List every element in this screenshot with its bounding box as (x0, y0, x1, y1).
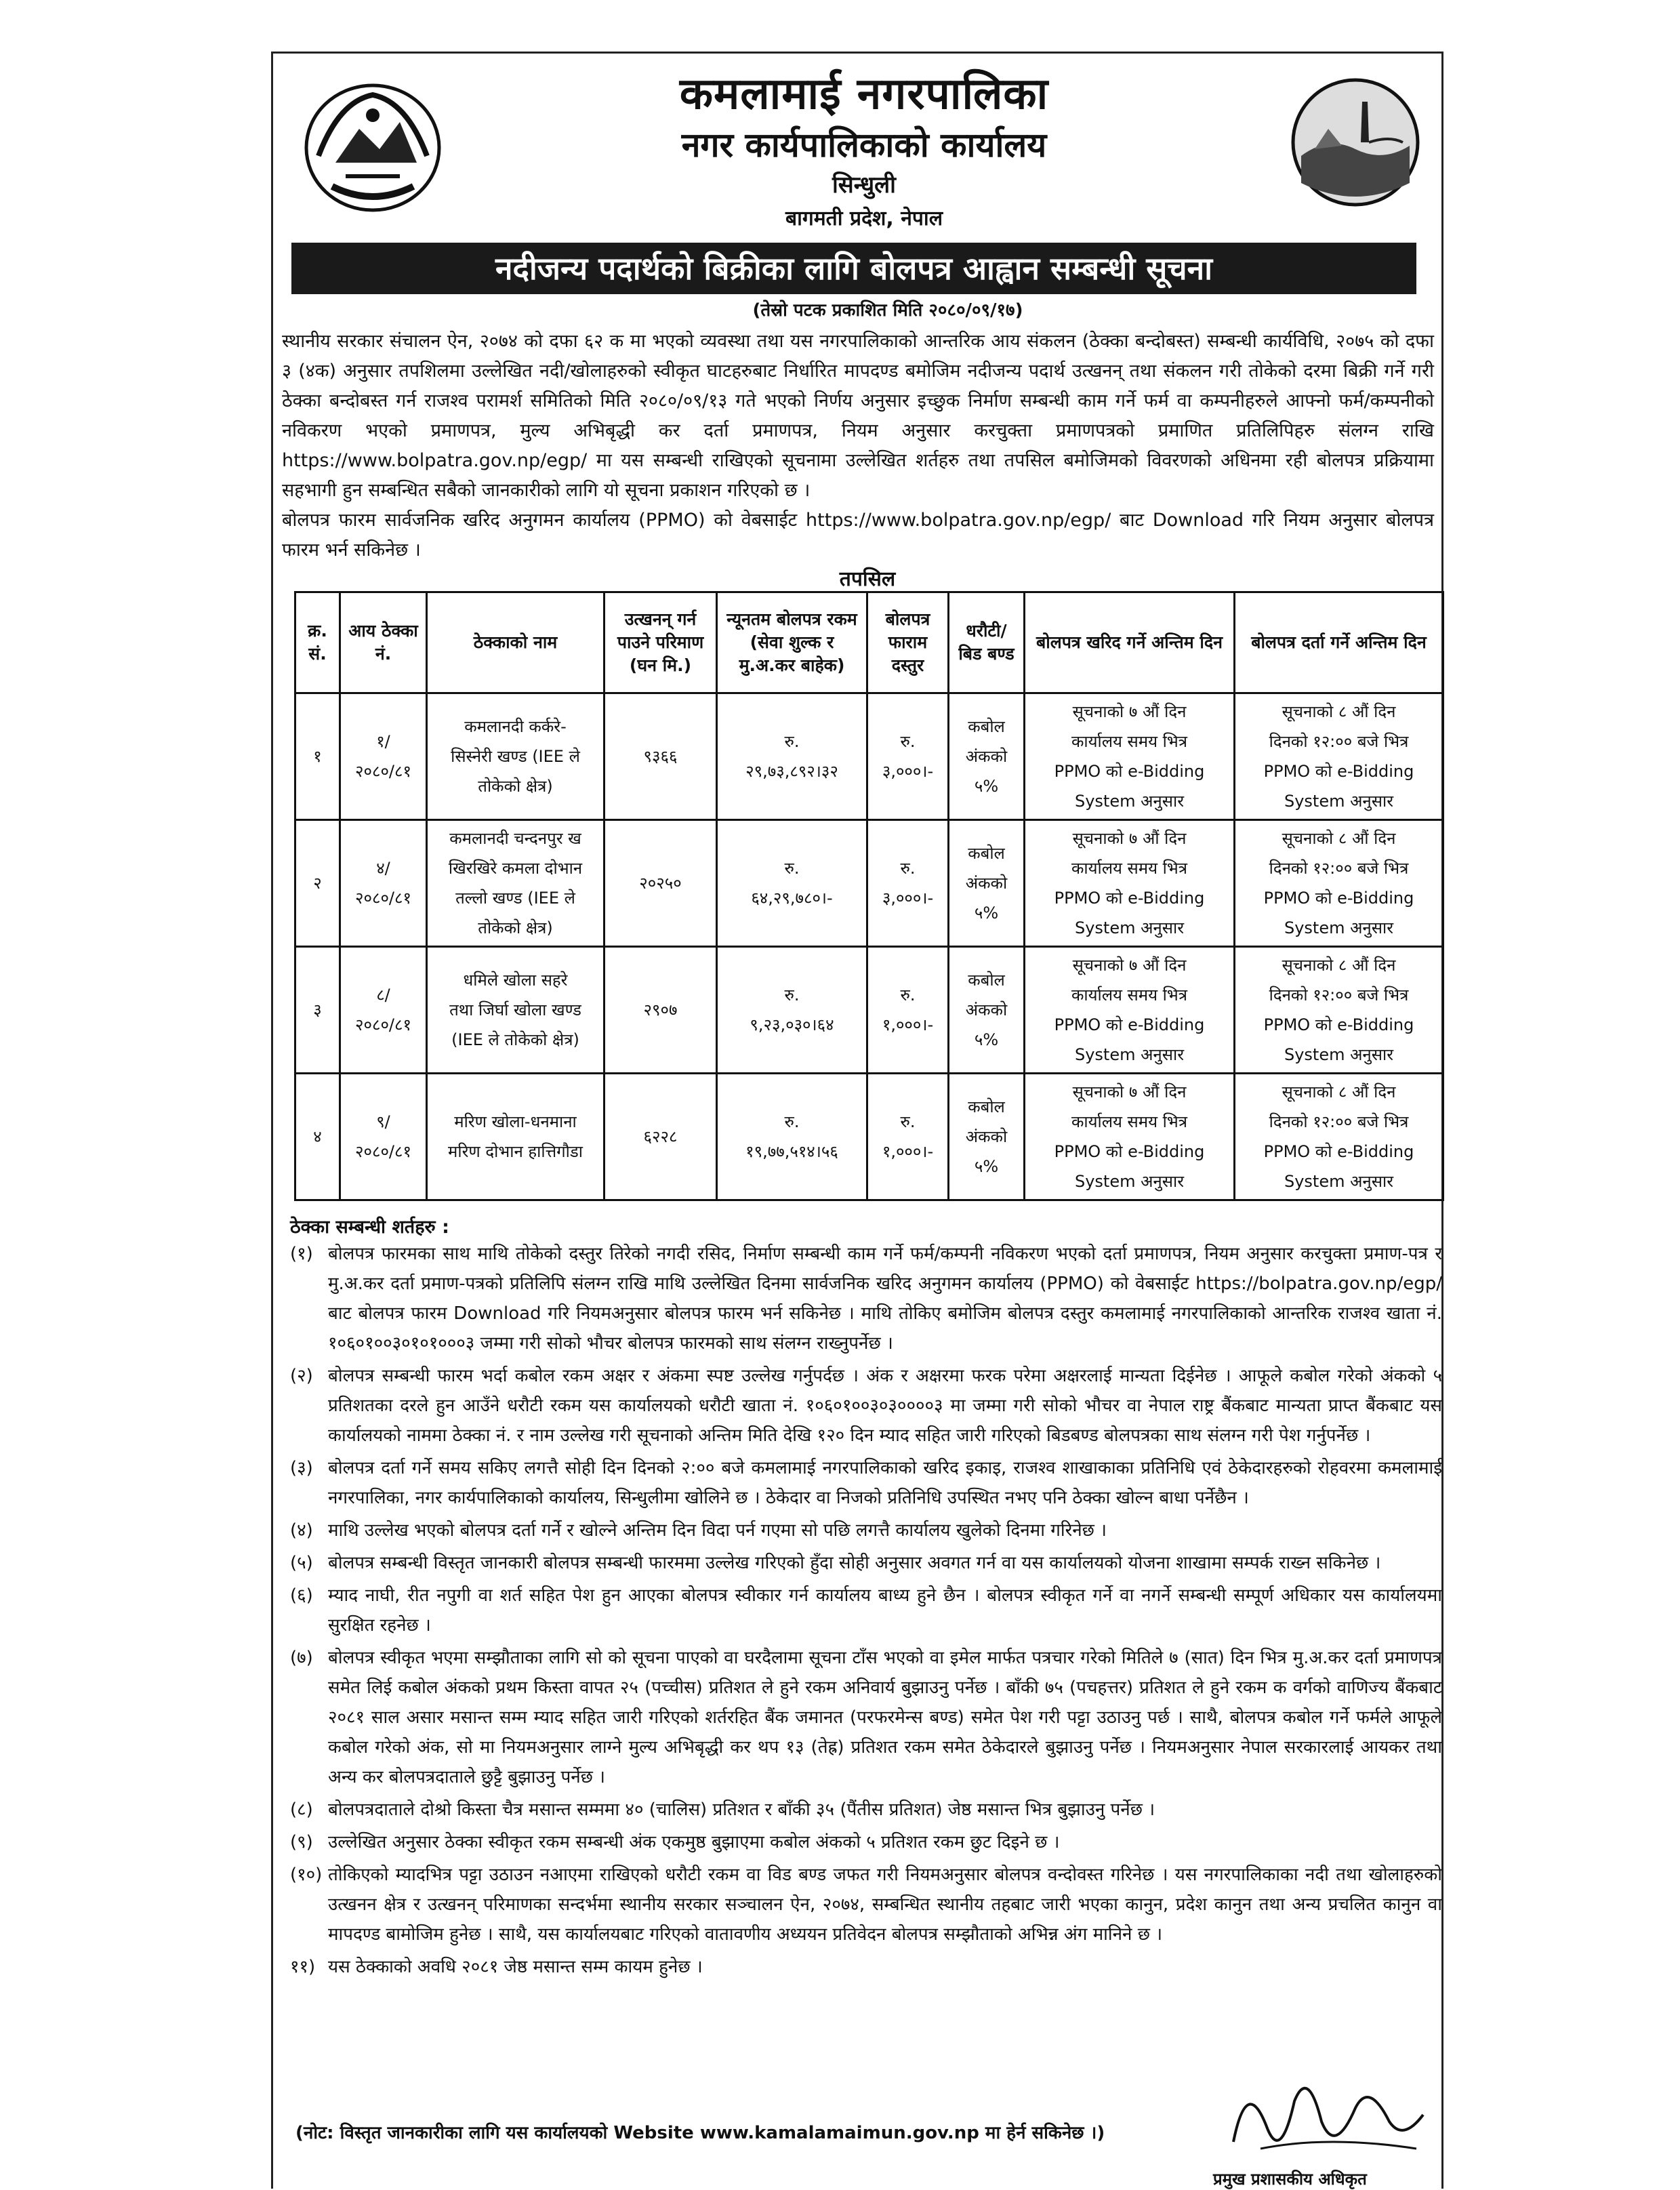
term-number: (८) (290, 1800, 313, 1820)
row-fee (867, 820, 949, 947)
row-purchase-deadline-line: PPMO को e-Bidding (1054, 1142, 1205, 1161)
row-contract-name-line: (IEE ले तोकेको क्षेत्र) (451, 1030, 579, 1049)
row-submission-deadline-line: दिनको १२:०० बजे भित्र (1269, 859, 1409, 878)
row-purchase-deadline-line: PPMO को e-Bidding (1054, 1015, 1205, 1034)
row-deposit-line: ५% (974, 904, 999, 922)
term-item (290, 1643, 1442, 1792)
row-contract-no (340, 947, 427, 1074)
term-item (290, 1952, 1442, 1982)
row-purchase-deadline (1025, 693, 1235, 820)
row-fee-line: ३,०००।- (882, 889, 934, 908)
row-contract-name (427, 693, 605, 820)
row-contract-no (340, 693, 427, 820)
term-item (290, 1795, 1442, 1825)
row-deposit-line: कबोल (968, 971, 1005, 990)
row-min-amount (717, 693, 867, 820)
table-row (295, 1074, 1443, 1200)
row-min-amount-line: ६४,२९,७८०।- (751, 889, 833, 908)
row-purchase-deadline-line: PPMO को e-Bidding (1054, 889, 1205, 908)
term-number: (९) (290, 1832, 313, 1852)
row-submission-deadline (1235, 693, 1443, 820)
row-purchase-deadline-line: कार्यालय समय भित्र (1071, 859, 1188, 878)
term-text: उल्लेखित अनुसार ठेक्का स्वीकृत रकम सम्बन्धी अंक एकमुष्ठ बुझाएमा कबोल अंकको ५ प्रतिशत रकम छुट दिइने छ । (328, 1832, 1060, 1852)
row-contract-name-line: मरिण खोला-धनमाना (454, 1112, 577, 1131)
row-min-amount-line: रु. (784, 986, 800, 1005)
row-deposit-line: कबोल (968, 1097, 1005, 1116)
term-item (290, 1827, 1442, 1857)
row-fee-line: ३,०००।- (882, 762, 934, 781)
row-fee-line: १,०००।- (882, 1015, 934, 1034)
term-item (290, 1548, 1442, 1578)
term-item (290, 1516, 1442, 1545)
header-contract-no: आय ठेक्का नं. (340, 592, 427, 693)
term-text: बोलपत्रदाताले दोश्रो किस्ता चैत्र मसान्त सम्ममा ४० (चालिस) प्रतिशत र बाँकी ३५ (पैंतीस प्रतिशत) जेष्ठ मसान्त भित्र बुझाउनु पर्नेछ । (328, 1800, 1155, 1820)
row-contract-no-line: ४/ (376, 859, 390, 878)
row-submission-deadline-line: System अनुसार (1284, 792, 1394, 811)
row-min-amount-line: ९,२३,०३०।६४ (750, 1015, 834, 1034)
row-purchase-deadline-line: PPMO को e-Bidding (1054, 762, 1205, 781)
header-fee: बोलपत्र फाराम दस्तुर (867, 592, 949, 693)
term-text: बोलपत्र दर्ता गर्ने समय सकिए लगत्तै सोही दिन दिनको २:०० बजे कमलामाई नगरपालिकाको खरिद इकाइ, राजश्व शाखाकाका प्रतिनिधि एवं ठेकेदारहरुको रोहवरमा कमलामाई नगरपालिका, नगर कार्यपालिकाको कार्यालय, सिन्धुलीमा खोलिने छ । ठेकेदार वा निजको प्रतिनिधि उपस्थित नभए पनि ठेक्का खोल्न बाधा पर्नेछैन । (328, 1458, 1442, 1508)
row-submission-deadline-line: PPMO को e-Bidding (1263, 889, 1414, 908)
row-contract-no-line: २०८०/८१ (355, 889, 411, 908)
row-fee-line: रु. (900, 859, 916, 878)
row-deposit-line: अंकको (965, 1000, 1008, 1019)
row-fee (867, 947, 949, 1074)
province-name: बागमती प्रदेश, नेपाल (785, 207, 943, 230)
row-contract-name-line: तथा जिर्घा खोला खण्ड (449, 1000, 581, 1019)
row-purchase-deadline-line: सूचनाको ७ औं दिन (1072, 1082, 1187, 1101)
office-name: नगर कार्यपालिकाको कार्यालय (681, 125, 1047, 165)
row-min-amount-line: रु. (784, 1112, 800, 1131)
row-sn: ३ (295, 947, 340, 1074)
row-min-amount-line: १९,७७,५१४।५६ (745, 1142, 838, 1161)
term-text: बोलपत्र सम्बन्धी फारम भर्दा कबोल रकम अक्षर र अंकमा स्पष्ट उल्लेख गर्नुपर्दछ । अंक र अक्षरमा फरक परेमा अक्षरलाई मान्यता दिईनेछ । आफूले कबोल गरेको अंकको ५ प्रतिशतका दरले हुन आउँने धरौटी रकम यस कार्यालयको धरौटी खाता नं. १०६०१००३०३००००३ मा जम्मा गरी सोको भौचर वा नेपाल राष्ट्र बैंकबाट मान्यता प्राप्त बैंकबाट यस कार्यालयको नाममा ठेक्का नं. र नाम उल्लेख गरी सूचनाको अन्तिम मिति देखि १२० दिन म्याद सहित जारी गरिएको बिडबण्ड बोलपत्रका साथ संलग्न गरी पेश गर्नुपर्नेछ । (328, 1366, 1443, 1446)
row-sn: १ (295, 693, 340, 820)
row-purchase-deadline-line: कार्यालय समय भित्र (1071, 732, 1188, 751)
row-purchase-deadline-line: कार्यालय समय भित्र (1071, 1112, 1188, 1131)
row-deposit-line: ५% (974, 777, 999, 796)
row-contract-name-line: धमिले खोला सहरे (463, 971, 568, 990)
row-purchase-deadline (1025, 947, 1235, 1074)
term-item (290, 1239, 1442, 1358)
row-submission-deadline-line: सूचनाको ८ औं दिन (1282, 829, 1396, 848)
row-purchase-deadline-line: System अनुसार (1074, 1045, 1185, 1064)
row-contract-name-line: कमलानदी चन्दनपुर ख (449, 829, 581, 848)
row-purchase-deadline-line: सूचनाको ७ औं दिन (1072, 829, 1187, 848)
row-submission-deadline-line: सूचनाको ८ औं दिन (1282, 956, 1396, 975)
notice-title-banner: नदीजन्य पदार्थको बिक्रीका लागि बोलपत्र आह्वान सम्बन्धी सूचना (291, 243, 1416, 294)
row-min-amount-line: रु. (784, 732, 800, 751)
publication-date: (तेस्रो पटक प्रकाशित मिति २०८०/०९/१७) (752, 300, 1023, 321)
row-contract-name (427, 947, 605, 1074)
row-deposit-line: अंकको (965, 1127, 1008, 1146)
contract-table (294, 591, 1444, 1201)
row-min-amount-line: रु. (784, 859, 800, 878)
signature-label: प्रमुख प्रशासकीय अधिकृत (1213, 2170, 1367, 2189)
header-sn: क्र. सं. (295, 592, 340, 693)
row-contract-no (340, 820, 427, 947)
row-contract-no-line: ८/ (376, 986, 390, 1005)
term-item (290, 1860, 1442, 1949)
row-contract-no-line: २०८०/८१ (355, 1015, 411, 1034)
table-header-row (295, 592, 1443, 693)
table-row (295, 820, 1443, 947)
row-submission-deadline-line: System अनुसार (1284, 1172, 1394, 1191)
row-sn: २ (295, 820, 340, 947)
website-note: (नोट: विस्तृत जानकारीका लागि यस कार्यालयको Website www.kamalamaimun.gov.np मा हेर्न सकिनेछ ।) (295, 2123, 1105, 2143)
term-number: (१) (290, 1244, 313, 1264)
row-min-amount (717, 1074, 867, 1200)
row-fee (867, 1074, 949, 1200)
row-contract-name-line: तल्लो खण्ड (IEE ले (455, 889, 575, 908)
row-contract-name (427, 1074, 605, 1200)
term-text: माथि उल्लेख भएको बोलपत्र दर्ता गर्ने र खोल्ने अन्तिम दिन विदा पर्न गएमा सो पछि लगत्तै कार्यालय खुलेको दिनमा गरिनेछ । (328, 1520, 1107, 1541)
row-purchase-deadline (1025, 820, 1235, 947)
term-number: (२) (290, 1366, 313, 1386)
table-row (295, 693, 1443, 820)
term-text: तोकिएको म्यादभित्र पट्टा उठाउन नआएमा राखिएको धरौटी रकम वा विड बण्ड जफत गरी नियमअनुसार बोलपत्र वन्दोवस्त गरिनेछ । यस नगरपालिकाका नदी तथा खोलाहरुको उत्खनन क्षेत्र र उत्खनन् परिमाणका सन्दर्भमा स्थानीय सरकार सञ्चालन ऐन, २०७४, सम्बन्धित स्थानीय तहबाट जारी भएका कानुन, प्रदेश कानुन तथा अन्य प्रचलित कानुन वा मापदण्ड बामोजिम हुनेछ । साथै, यस कार्यालयबाट गरिएको वातावणीय अध्ययन प्रतिवेदन बोलपत्र सम्झौताको अभिन्न अंग मानिने छ । (328, 1865, 1442, 1945)
row-purchase-deadline (1025, 1074, 1235, 1200)
row-purchase-deadline-line: System अनुसार (1074, 1172, 1185, 1191)
row-deposit-line: कबोल (968, 844, 1005, 863)
row-min-amount-line: २९,७३,८९२।३२ (745, 762, 838, 781)
row-purchase-deadline-line: सूचनाको ७ औं दिन (1072, 956, 1187, 975)
row-fee-line: रु. (900, 1112, 916, 1131)
terms-title: ठेक्का सम्बन्धी शर्तहरु : (290, 1217, 449, 1238)
header-min-amount: न्यूनतम बोलपत्र रकम (सेवा शुल्क र मु.अ.कर बाहेक) (717, 592, 867, 693)
row-quantity: ९३६६ (605, 693, 717, 820)
row-min-amount (717, 947, 867, 1074)
term-number: (४) (290, 1520, 313, 1541)
officer-signature (1220, 2061, 1443, 2176)
term-number: (७) (290, 1648, 313, 1668)
term-text: म्याद नाघी, रीत नपुगी वा शर्त सहित पेश हुन आएका बोलपत्र स्वीकार गर्न कार्यालय बाध्य हुने छैन । बोलपत्र स्वीकृत गर्ने वा नगर्ने सम्बन्धी सम्पूर्ण अधिकार यस कार्यालयमा सुरक्षित रहनेछ । (328, 1585, 1442, 1636)
row-fee (867, 693, 949, 820)
row-sn: ४ (295, 1074, 340, 1200)
row-quantity: ६२२८ (605, 1074, 717, 1200)
row-deposit-line: अंकको (965, 747, 1008, 766)
row-deposit (949, 693, 1025, 820)
term-number: (६) (290, 1585, 313, 1606)
row-purchase-deadline-line: कार्यालय समय भित्र (1071, 986, 1188, 1005)
row-deposit (949, 820, 1025, 947)
row-purchase-deadline-line: सूचनाको ७ औं दिन (1072, 702, 1187, 721)
row-fee-line: रु. (900, 986, 916, 1005)
intro-text (282, 327, 1434, 565)
row-submission-deadline-line: दिनको १२:०० बजे भित्र (1269, 1112, 1409, 1131)
term-text: बोलपत्र फारमका साथ माथि तोकेको दस्तुर तिरेको नगदी रसिद, निर्माण सम्बन्धी काम गर्ने फर्म/कम्पनी नविकरण भएको दर्ता प्रमाणपत्र, नियम अनुसार करचुक्ता प्रमाण-पत्र र मु.अ.कर दर्ता प्रमाण-पत्रको प्रतिलिपि संलग्न राखि माथि उल्लेखित दिनमा सार्वजनिक खरिद अनुगमन कार्यालय (PPMO) को वेबसाईट https://bolpatra.gov.np/egp/ बाट बोलपत्र फारम Download गरि नियमअनुसार बोलपत्र फारम भर्न सकिनेछ । माथि तोकिए बमोजिम बोलपत्र दस्तुर कमलामाई नगरपालिकाको आन्तरिक राजश्व खाता नं. १०६०१००३०१०१०००३ जम्मा गरी सोको भौचर बोलपत्र फारमको साथ संलग्न राख्नुपर्नेछ । (328, 1244, 1442, 1354)
row-purchase-deadline-line: System अनुसार (1074, 918, 1185, 937)
row-deposit (949, 1074, 1025, 1200)
row-submission-deadline (1235, 820, 1443, 947)
row-purchase-deadline-line: System अनुसार (1074, 792, 1185, 811)
row-deposit (949, 947, 1025, 1074)
intro-paragraph-2: बोलपत्र फारम सार्वजनिक खरिद अनुगमन कार्यालय (PPMO) को वेबसाईट https://www.bolpatra.gov.np/egp/ बाट Download गरि नियम अनुसार बोलपत्र फारम भर्न सकिनेछ । (282, 510, 1434, 561)
header-contract-name: ठेक्काको नाम (427, 592, 605, 693)
row-quantity: २०२५० (605, 820, 717, 947)
row-min-amount (717, 820, 867, 947)
row-contract-no (340, 1074, 427, 1200)
municipality-logo (1288, 75, 1423, 210)
term-item (290, 1453, 1442, 1513)
row-submission-deadline-line: System अनुसार (1284, 918, 1394, 937)
row-contract-no-line: २०८०/८१ (355, 762, 411, 781)
row-contract-name-line: तोकेको क्षेत्र) (478, 777, 553, 796)
row-deposit-line: अंकको (965, 874, 1008, 893)
term-item (290, 1361, 1442, 1451)
row-fee-line: १,०००।- (882, 1142, 934, 1161)
term-number: (१०) (290, 1865, 323, 1885)
row-deposit-line: ५% (974, 1157, 999, 1176)
row-submission-deadline (1235, 947, 1443, 1074)
row-deposit-line: कबोल (968, 717, 1005, 736)
header-purchase-deadline: बोलपत्र खरिद गर्ने अन्तिम दिन (1025, 592, 1235, 693)
row-submission-deadline-line: System अनुसार (1284, 1045, 1394, 1064)
row-contract-no-line: १/ (376, 732, 390, 751)
term-number: ११) (290, 1957, 316, 1977)
term-text: यस ठेक्काको अवधि २०८१ जेष्ठ मसान्त सम्म कायम हुनेछ । (328, 1957, 703, 1977)
row-contract-no-line: ९/ (376, 1112, 390, 1131)
municipality-name: कमलामाई नगरपालिका (679, 69, 1049, 119)
intro-paragraph-1: स्थानीय सरकार संचालन ऐन, २०७४ को दफा ६२ क मा भएको व्यवस्था तथा यस नगरपालिकाको आन्तरिक आय संकलन (ठेक्का बन्दोबस्त) सम्बन्धी कार्यविधि, २०७५ को दफा ३ (४क) अनुसार तपशिलमा उल्लेखित नदी/खोलाहरुको स्वीकृत घाटहरुबाट निर्धारित मापदण्ड बमोजिम नदीजन्य पदार्थ उत्खनन् तथा संकलन गरी तोकेको दरमा बिक्री गर्ने गरी ठेक्का बन्दोबस्त गर्न राजश्व परामर्श समितिको मिति २०८०/०९/१३ गते भएको निर्णय अनुसार इच्छुक निर्माण सम्बन्धी काम गर्ने फर्म वा कम्पनीहरुले आफ्नो फर्म/कम्पनीको नविकरण भएको प्रमाणपत्र, मुल्य अभिबृद्धी कर दर्ता प्रमाणपत्र, नियम अनुसार करचुक्ता प्रमाणपत्रको प्रमाणित प्रतिलिपिहरु संलग्न राखि https://www.bolpatra.gov.np/egp/ मा यस सम्बन्धी राखिएको सूचनामा उल्लेखित शर्तहरु तथा तपसिल बमोजिमको विवरणको अधिनमा रही बोलपत्र प्रक्रियामा सहभागी हुन सम्बन्धित सबैको जानकारीको लागि यो सूचना प्रकाशन गरिएको छ । (282, 331, 1434, 501)
nepal-emblem-logo (298, 75, 447, 217)
row-contract-no-line: २०८०/८१ (355, 1142, 411, 1161)
row-submission-deadline-line: दिनको १२:०० बजे भित्र (1269, 986, 1409, 1005)
row-contract-name-line: मरिण दोभान हात्तिगौडा (448, 1142, 583, 1161)
term-number: (५) (290, 1553, 313, 1573)
header-deposit: धरौटी/ बिड बण्ड (949, 592, 1025, 693)
row-submission-deadline-line: सूचनाको ८ औं दिन (1282, 702, 1396, 721)
term-item (290, 1581, 1442, 1640)
row-contract-name-line: सिस्नेरी खण्ड (IEE ले (451, 747, 580, 766)
row-contract-name-line: तोकेको क्षेत्र) (478, 918, 553, 937)
terms-list (290, 1239, 1442, 1985)
row-contract-name-line: खिरखिरे कमला दोभान (448, 859, 583, 878)
district-name: सिन्धुली (832, 171, 896, 199)
row-contract-name (427, 820, 605, 947)
row-submission-deadline-line: PPMO को e-Bidding (1263, 1015, 1414, 1034)
row-fee-line: रु. (900, 732, 916, 751)
row-submission-deadline-line: दिनको १२:०० बजे भित्र (1269, 732, 1409, 751)
table-row (295, 947, 1443, 1074)
row-submission-deadline-line: सूचनाको ८ औं दिन (1282, 1082, 1396, 1101)
row-contract-name-line: कमलानदी कर्करे- (464, 717, 567, 736)
row-submission-deadline (1235, 1074, 1443, 1200)
header-quantity: उत्खनन् गर्न पाउने परिमाण (घन मि.) (605, 592, 717, 693)
header-submission-deadline: बोलपत्र दर्ता गर्ने अन्तिम दिन (1235, 592, 1443, 693)
row-submission-deadline-line: PPMO को e-Bidding (1263, 1142, 1414, 1161)
row-deposit-line: ५% (974, 1030, 999, 1049)
term-number: (३) (290, 1458, 313, 1478)
table-caption: तपसिल (839, 567, 896, 591)
row-quantity: २९०७ (605, 947, 717, 1074)
term-text: बोलपत्र स्वीकृत भएमा सम्झौताका लागि सो को सूचना पाएको वा घरदैलामा सूचना टाँस भएको वा इमेल मार्फत पत्रचार गरेको मितिले ७ (सात) दिन भित्र मु.अ.कर दर्ता प्रमाणपत्र समेत लिई कबोल अंकको प्रथम किस्ता वापत २५ (पच्चीस) प्रतिशत ले हुने रकम अनिवार्य बुझाउनु पर्नेछ । बाँकी ७५ (पचहत्तर) प्रतिशत ले हुने रकम क वर्गको वाणिज्य बैंकबाट २०८१ साल असार मसान्त सम्म म्याद सहित जारी गरिएको शर्तरहित बैंक जमानत (परफरमेन्स बण्ड) समेत पेश गरी पट्टा उठाउनु पर्छ । साथै, बोलपत्र कबोल गर्ने फर्मले आफूले कबोल गरेको अंक, सो मा नियमअनुसार लाग्ने मुल्य अभिबृद्धी कर थप १३ (तेह्र) प्रतिशत रकम समेत ठेकेदारले बुझाउनु पर्नेछ । नियमअनुसार नेपाल सरकारलाई आयकर तथा अन्य कर बोलपत्रदाताले छुट्टै बुझाउनु पर्नेछ । (328, 1648, 1442, 1787)
row-submission-deadline-line: PPMO को e-Bidding (1263, 762, 1414, 781)
term-text: बोलपत्र सम्बन्धी विस्तृत जानकारी बोलपत्र सम्बन्धी फारममा उल्लेख गरिएको हुँदा सोही अनुसार अवगत गर्न वा यस कार्यालयको योजना शाखामा सम्पर्क राख्न सकिनेछ । (328, 1553, 1381, 1573)
